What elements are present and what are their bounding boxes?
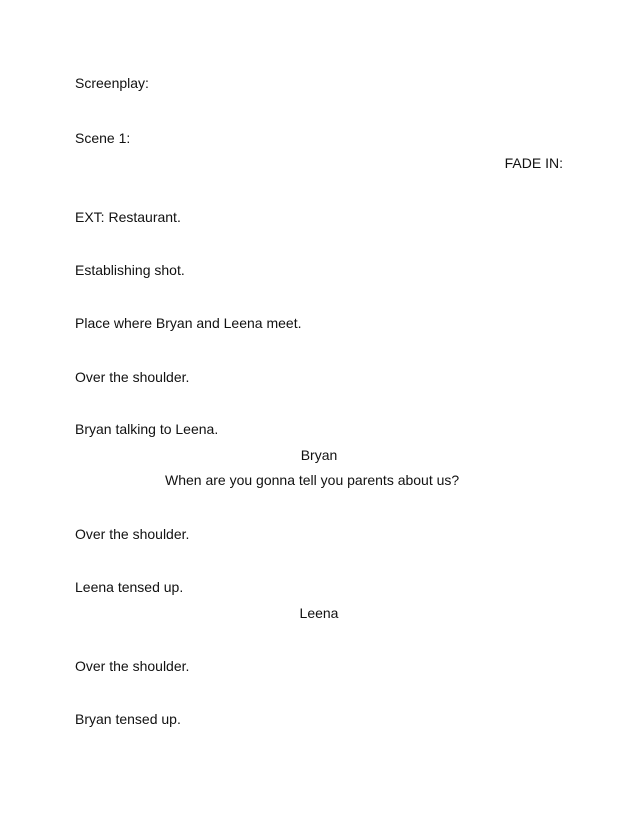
- action-line: Leena tensed up.: [75, 579, 184, 595]
- action-line: Establishing shot.: [75, 262, 185, 278]
- action-line: Over the shoulder.: [75, 658, 190, 674]
- action-line: Over the shoulder.: [75, 369, 190, 385]
- action-line: Over the shoulder.: [75, 526, 190, 542]
- action-line: Bryan tensed up.: [75, 711, 181, 727]
- document-heading: Screenplay:: [75, 75, 149, 91]
- character-name-leena: Leena: [299, 605, 339, 621]
- character-name-bryan: Bryan: [300, 447, 338, 463]
- action-line: Place where Bryan and Leena meet.: [75, 315, 302, 331]
- transition-fade-in: FADE IN:: [504, 155, 563, 171]
- scene-label: Scene 1:: [75, 130, 131, 146]
- action-line: Bryan talking to Leena.: [75, 421, 219, 437]
- dialogue-line: When are you gonna tell you parents about us?: [165, 472, 460, 488]
- scene-heading: EXT: Restaurant.: [75, 209, 181, 225]
